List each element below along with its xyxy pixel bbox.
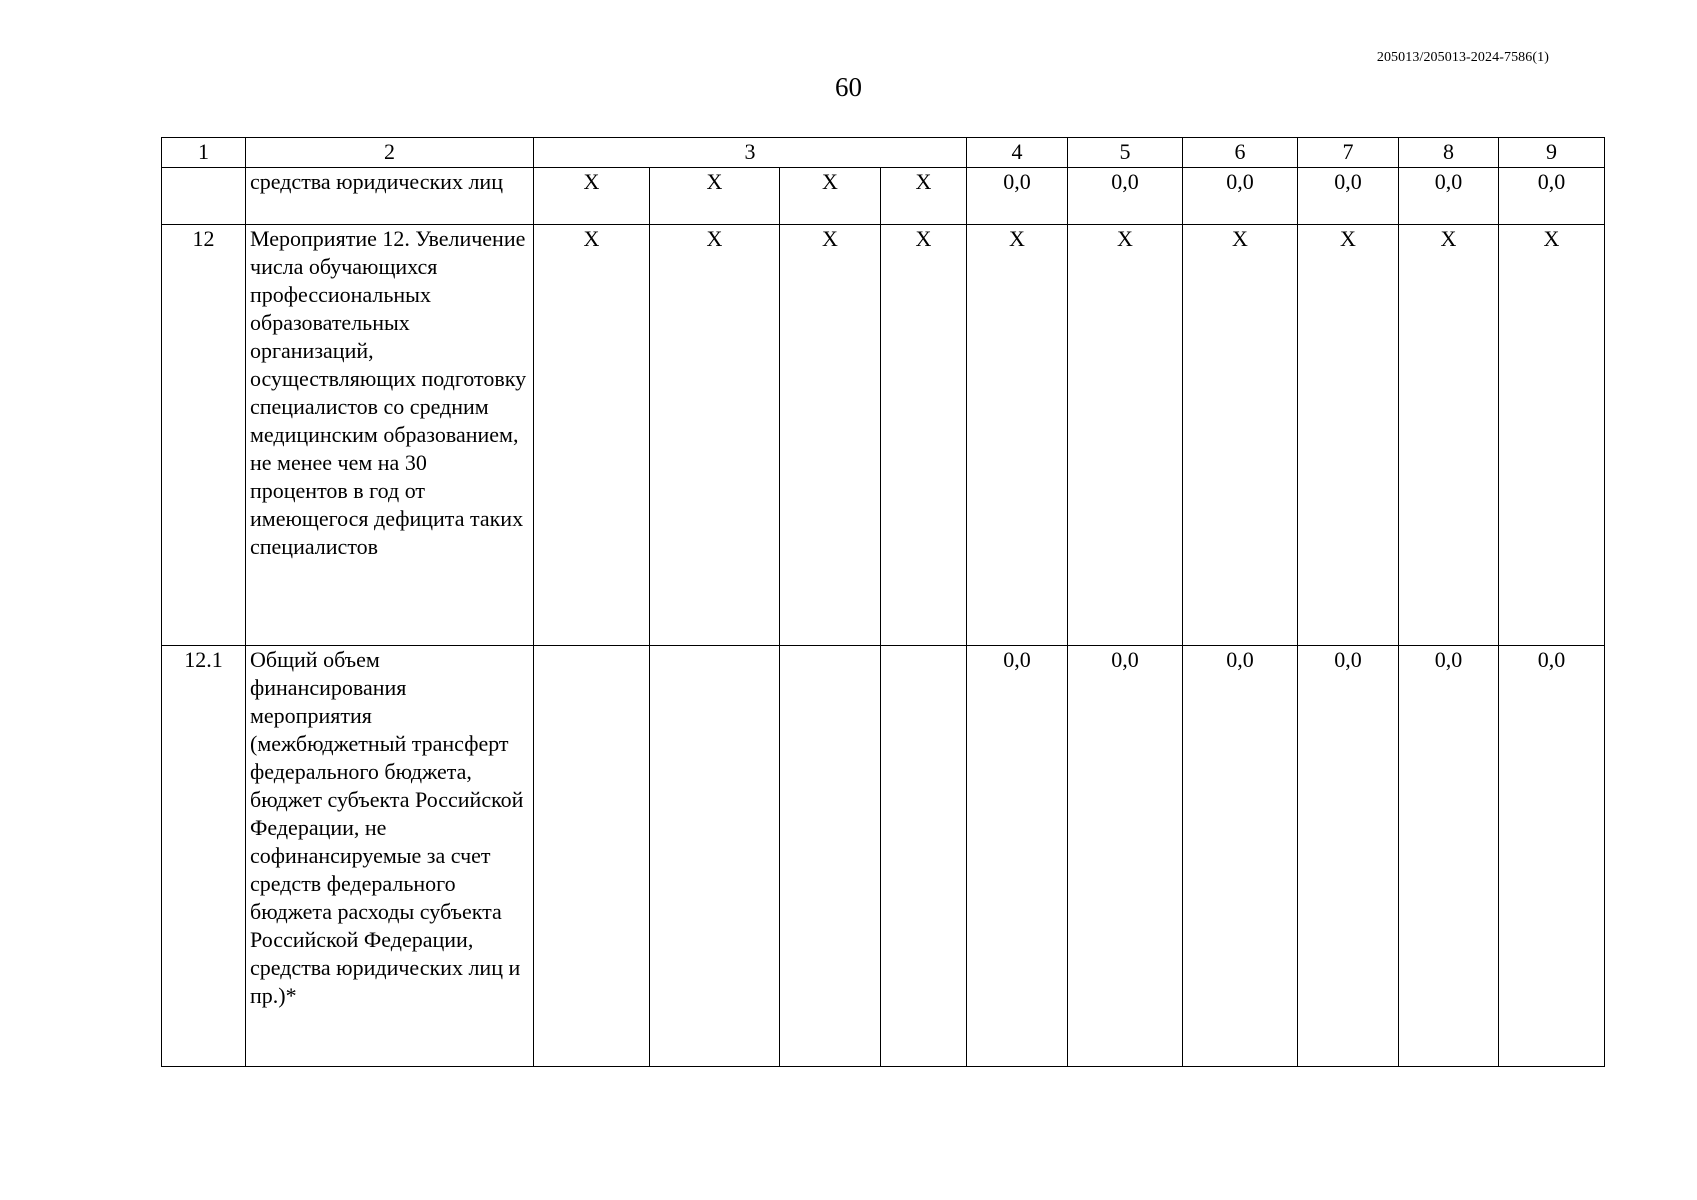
table-cell: 0,0 bbox=[1399, 646, 1499, 1067]
column-header: 3 bbox=[534, 138, 967, 168]
table-cell: Х bbox=[1183, 225, 1298, 646]
table-cell bbox=[881, 646, 967, 1067]
table-cell: 0,0 bbox=[967, 646, 1068, 1067]
table-cell: Х bbox=[650, 168, 780, 225]
table-cell: 0,0 bbox=[1499, 168, 1605, 225]
table-cell: Х bbox=[881, 168, 967, 225]
row-description: Общий объем финансирования мероприятия (межбюджетный трансферт федерального бюджета, бюджет субъекта Российской Федерации, не софинансируемые за счет средств федерального бюджета расходы субъекта Российской Федерации, средства юридических лиц и пр.)* bbox=[246, 646, 534, 1067]
page-number: 60 bbox=[835, 72, 862, 102]
table-cell: Х bbox=[534, 168, 650, 225]
table-cell bbox=[534, 646, 650, 1067]
table-row bbox=[162, 168, 1605, 225]
column-header: 6 bbox=[1183, 138, 1298, 168]
table-cell: 0,0 bbox=[1068, 646, 1183, 1067]
row-number: 12.1 bbox=[162, 646, 246, 1067]
table-header-row bbox=[162, 138, 1605, 168]
row-description: средства юридических лиц bbox=[246, 168, 534, 225]
document-id: 205013/205013-2024-7586(1) bbox=[1376, 50, 1549, 65]
table-cell: 0,0 bbox=[1399, 168, 1499, 225]
table-cell: 0,0 bbox=[967, 168, 1068, 225]
table-cell: Х bbox=[967, 225, 1068, 646]
table-cell: Х bbox=[1298, 225, 1399, 646]
table-row bbox=[162, 225, 1605, 646]
table-cell bbox=[650, 646, 780, 1067]
table-row bbox=[162, 646, 1605, 1067]
table-cell: Х bbox=[650, 225, 780, 646]
column-header: 4 bbox=[967, 138, 1068, 168]
table-cell: 0,0 bbox=[1068, 168, 1183, 225]
table-cell: Х bbox=[881, 225, 967, 646]
table-cell: Х bbox=[780, 225, 881, 646]
table-cell: 0,0 bbox=[1298, 168, 1399, 225]
table-cell: Х bbox=[1399, 225, 1499, 646]
table-cell: Х bbox=[780, 168, 881, 225]
column-header: 8 bbox=[1399, 138, 1499, 168]
row-description: Мероприятие 12. Увеличение числа обучающихся профессиональных образовательных организаций, осуществляющих подготовку специалистов со средним медицинским образованием, не менее чем на 30 процентов в год от имеющегося дефицита таких специалистов bbox=[246, 225, 534, 646]
column-header: 1 bbox=[162, 138, 246, 168]
column-header: 2 bbox=[246, 138, 534, 168]
row-number bbox=[162, 168, 246, 225]
column-header: 9 bbox=[1499, 138, 1605, 168]
table-cell: 0,0 bbox=[1183, 168, 1298, 225]
table-cell: 0,0 bbox=[1183, 646, 1298, 1067]
table-cell: Х bbox=[1068, 225, 1183, 646]
table-cell: 0,0 bbox=[1298, 646, 1399, 1067]
table-cell: Х bbox=[534, 225, 650, 646]
budget-table bbox=[161, 137, 1605, 1067]
table-cell: Х bbox=[1499, 225, 1605, 646]
column-header: 7 bbox=[1298, 138, 1399, 168]
table-cell: 0,0 bbox=[1499, 646, 1605, 1067]
column-header: 5 bbox=[1068, 138, 1183, 168]
table-cell bbox=[780, 646, 881, 1067]
row-number: 12 bbox=[162, 225, 246, 646]
